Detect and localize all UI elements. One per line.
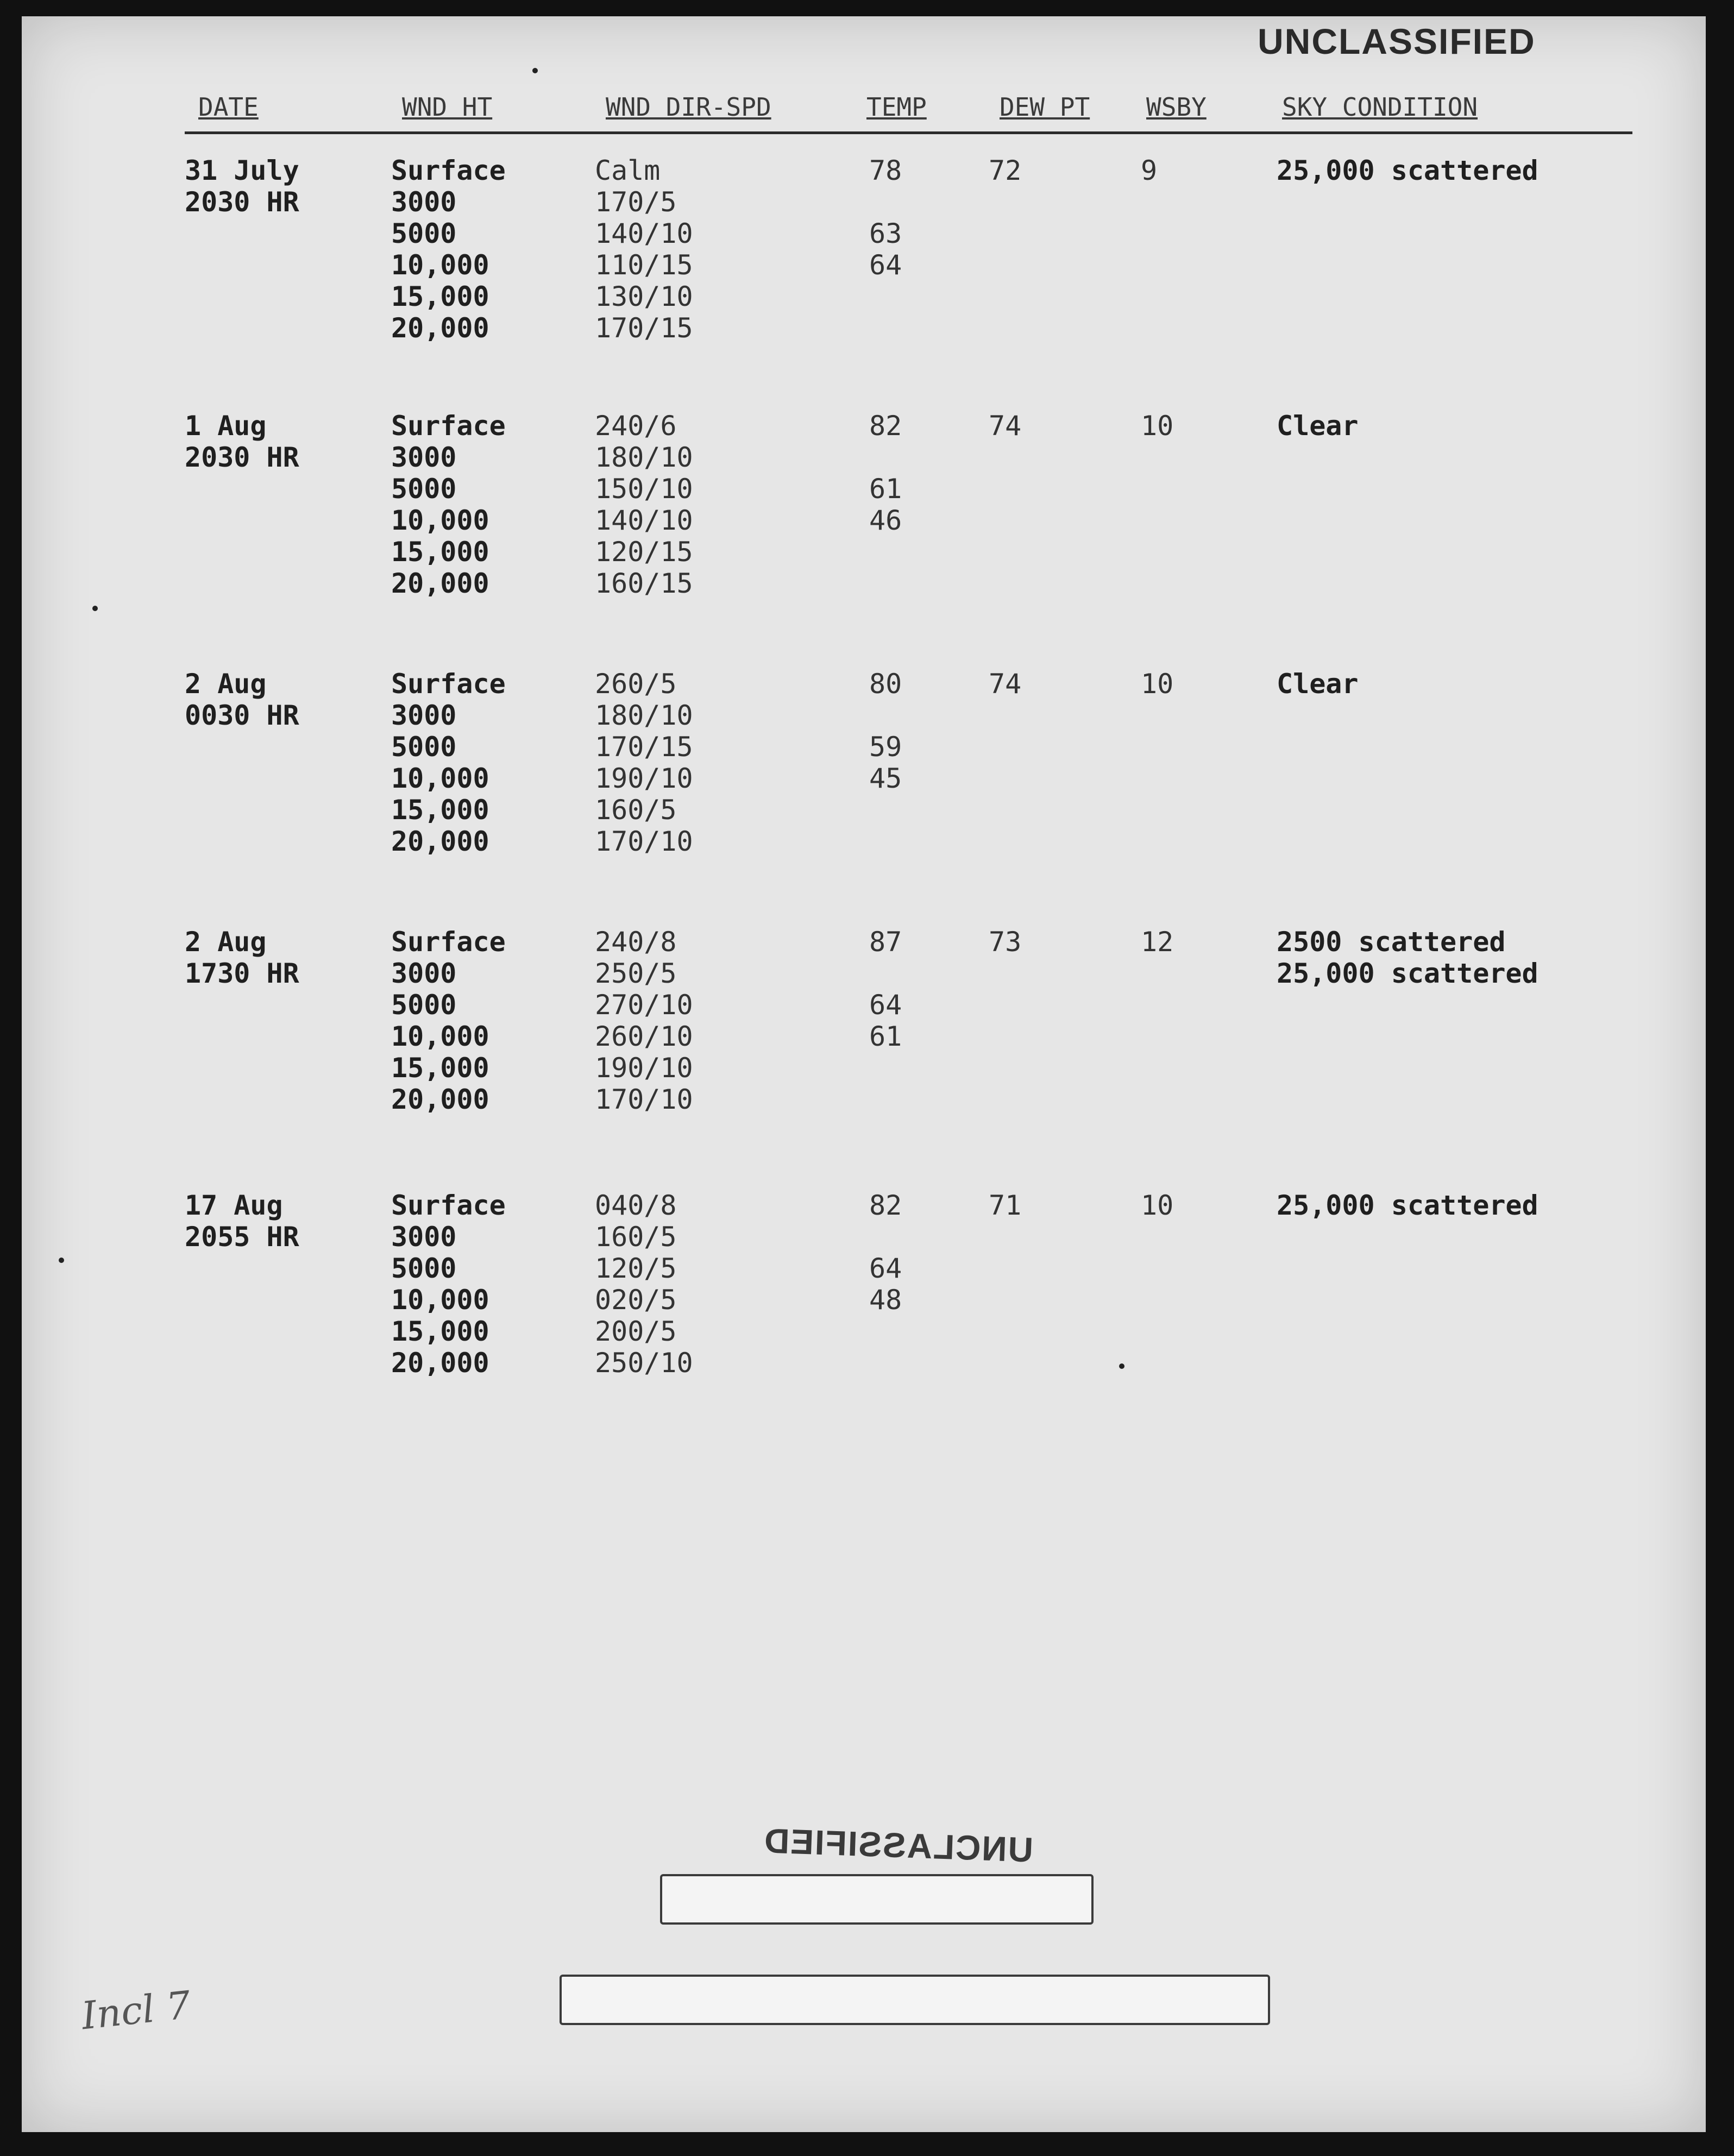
dew-point-value: 74 <box>989 410 1022 442</box>
scan-speck <box>92 606 98 611</box>
wind-height-value: 3000 <box>391 958 457 989</box>
wind-dir-speed-value: 250/10 <box>595 1347 693 1379</box>
dew-point-value: 71 <box>989 1190 1022 1221</box>
sky-condition-value: 25,000 scattered <box>1277 958 1538 989</box>
wind-dir-speed-value: 270/10 <box>595 989 693 1021</box>
wind-dir-speed-value: 170/10 <box>595 1084 693 1115</box>
temperature-value: 64 <box>869 1253 902 1284</box>
wind-height-value: 10,000 <box>391 249 489 281</box>
wind-height-value: 3000 <box>391 700 457 731</box>
temperature-value: 63 <box>869 218 902 249</box>
wind-dir-speed-value: 260/5 <box>595 668 677 700</box>
observation-time: 0030 HR <box>185 700 299 731</box>
wind-height-value: 5000 <box>391 989 457 1021</box>
wind-height-value: 10,000 <box>391 1284 489 1316</box>
temperature-value: 61 <box>869 473 902 505</box>
wind-dir-speed-value: 040/8 <box>595 1190 677 1221</box>
classification-stamp-top: UNCLASSIFIED <box>1258 21 1536 61</box>
temperature-value: 59 <box>869 731 902 763</box>
dew-point-value: 74 <box>989 668 1022 700</box>
scan-speck <box>59 1258 64 1263</box>
observation-time: 2030 HR <box>185 442 299 473</box>
temperature-value: 82 <box>869 410 902 442</box>
classification-stamp-bottom: UNCLASSIFIED <box>762 1821 1034 1870</box>
observation-date: 31 July <box>185 155 299 186</box>
wind-dir-speed-value: 200/5 <box>595 1316 677 1347</box>
temperature-value: 80 <box>869 668 902 700</box>
wind-height-value: 3000 <box>391 1221 457 1253</box>
observation-time: 2055 HR <box>185 1221 299 1253</box>
wind-height-value: 20,000 <box>391 1084 489 1115</box>
redaction-box-lower <box>560 1975 1270 2025</box>
sky-condition-value: 25,000 scattered <box>1277 1190 1538 1221</box>
temperature-value: 48 <box>869 1284 902 1316</box>
visibility-value: 12 <box>1141 926 1174 958</box>
dew-point-value: 73 <box>989 926 1022 958</box>
wind-dir-speed-value: 120/5 <box>595 1253 677 1284</box>
wind-height-value: 10,000 <box>391 505 489 536</box>
temperature-value: 61 <box>869 1021 902 1052</box>
wind-height-value: 5000 <box>391 1253 457 1284</box>
sky-condition-value: 2500 scattered <box>1277 926 1506 958</box>
header-dew-point: DEW PT <box>1000 92 1090 122</box>
wind-height-value: 15,000 <box>391 281 489 312</box>
header-date: DATE <box>198 92 259 122</box>
wind-dir-speed-value: 120/15 <box>595 536 693 568</box>
wind-height-value: 15,000 <box>391 536 489 568</box>
wind-height-value: Surface <box>391 668 506 700</box>
temperature-value: 87 <box>869 926 902 958</box>
wind-dir-speed-value: 240/6 <box>595 410 677 442</box>
handwritten-signature: Incl 7 <box>79 1982 193 2039</box>
wind-height-value: Surface <box>391 926 506 958</box>
wind-dir-speed-value: 260/10 <box>595 1021 693 1052</box>
wind-height-value: 10,000 <box>391 763 489 794</box>
temperature-value: 82 <box>869 1190 902 1221</box>
wind-dir-speed-value: 190/10 <box>595 1052 693 1084</box>
temperature-value: 78 <box>869 155 902 186</box>
header-visibility: WSBY <box>1146 92 1207 122</box>
temperature-value: 64 <box>869 989 902 1021</box>
dew-point-value: 72 <box>989 155 1022 186</box>
wind-dir-speed-value: 140/10 <box>595 218 693 249</box>
wind-dir-speed-value: 190/10 <box>595 763 693 794</box>
header-temp: TEMP <box>866 92 927 122</box>
visibility-value: 9 <box>1141 155 1158 186</box>
visibility-value: 10 <box>1141 410 1174 442</box>
observation-time: 1730 HR <box>185 958 299 989</box>
temperature-value: 64 <box>869 249 902 281</box>
visibility-value: 10 <box>1141 1190 1174 1221</box>
wind-dir-speed-value: 140/10 <box>595 505 693 536</box>
wind-dir-speed-value: 020/5 <box>595 1284 677 1316</box>
sky-condition-value: 25,000 scattered <box>1277 155 1538 186</box>
wind-height-value: Surface <box>391 410 506 442</box>
wind-height-value: 20,000 <box>391 1347 489 1379</box>
wind-height-value: 15,000 <box>391 1052 489 1084</box>
wind-dir-speed-value: 160/15 <box>595 568 693 599</box>
visibility-value: 10 <box>1141 668 1174 700</box>
wind-height-value: 15,000 <box>391 1316 489 1347</box>
wind-height-value: 20,000 <box>391 568 489 599</box>
observation-date: 1 Aug <box>185 410 267 442</box>
temperature-value: 46 <box>869 505 902 536</box>
scan-speck <box>532 68 538 73</box>
wind-height-value: 15,000 <box>391 794 489 826</box>
wind-height-value: 5000 <box>391 473 457 505</box>
wind-dir-speed-value: 250/5 <box>595 958 677 989</box>
wind-dir-speed-value: 180/10 <box>595 700 693 731</box>
wind-height-value: 5000 <box>391 731 457 763</box>
wind-height-value: 3000 <box>391 442 457 473</box>
scan-speck <box>1119 1363 1124 1369</box>
wind-dir-speed-value: 180/10 <box>595 442 693 473</box>
wind-height-value: 5000 <box>391 218 457 249</box>
temperature-value: 45 <box>869 763 902 794</box>
sky-condition-value: Clear <box>1277 668 1359 700</box>
wind-dir-speed-value: 130/10 <box>595 281 693 312</box>
header-wind-height: WND HT <box>402 92 493 122</box>
header-wind-dir-speed: WND DIR-SPD <box>606 92 771 122</box>
wind-dir-speed-value: 150/10 <box>595 473 693 505</box>
wind-height-value: 20,000 <box>391 312 489 344</box>
wind-height-value: Surface <box>391 155 506 186</box>
document-page <box>22 16 1706 2132</box>
wind-height-value: 20,000 <box>391 826 489 857</box>
wind-dir-speed-value: 170/10 <box>595 826 693 857</box>
wind-dir-speed-value: 240/8 <box>595 926 677 958</box>
observation-date: 17 Aug <box>185 1190 283 1221</box>
wind-dir-speed-value: 160/5 <box>595 1221 677 1253</box>
wind-height-value: 10,000 <box>391 1021 489 1052</box>
header-sky-condition: SKY CONDITION <box>1282 92 1478 122</box>
wind-dir-speed-value: 160/5 <box>595 794 677 826</box>
wind-dir-speed-value: 170/15 <box>595 731 693 763</box>
observation-date: 2 Aug <box>185 668 267 700</box>
observation-time: 2030 HR <box>185 186 299 218</box>
wind-dir-speed-value: 170/5 <box>595 186 677 218</box>
redaction-box-upper <box>660 1874 1094 1925</box>
wind-dir-speed-value: 170/15 <box>595 312 693 344</box>
wind-dir-speed-value: 110/15 <box>595 249 693 281</box>
header-rule <box>185 131 1632 134</box>
sky-condition-value: Clear <box>1277 410 1359 442</box>
wind-height-value: Surface <box>391 1190 506 1221</box>
wind-dir-speed-value: Calm <box>595 155 661 186</box>
observation-date: 2 Aug <box>185 926 267 958</box>
wind-height-value: 3000 <box>391 186 457 218</box>
